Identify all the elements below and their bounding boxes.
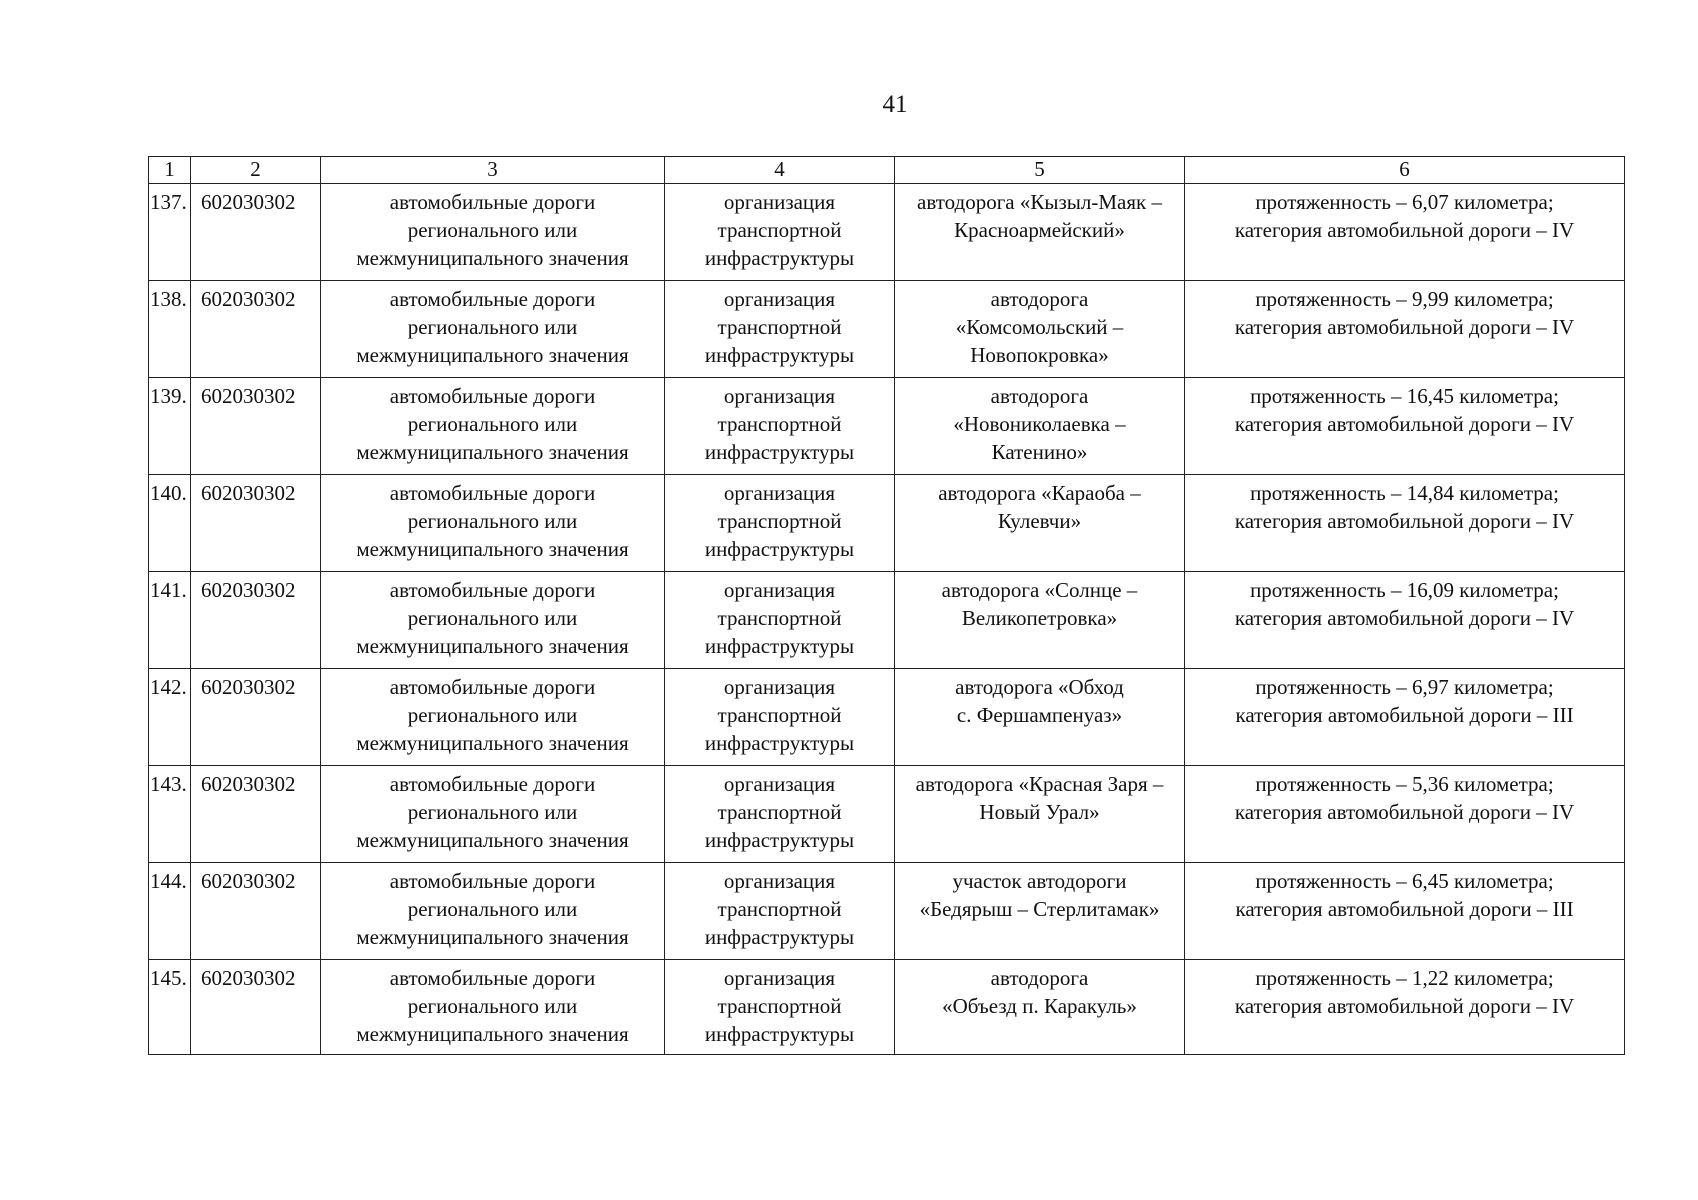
name-cell [895,475,1185,572]
purpose-cell [665,475,895,572]
table-row [149,184,1625,281]
code-cell [191,572,321,669]
table-row [149,766,1625,863]
object-characteristics: протяженность – 14,84 километра; категория автомобильной дороги – IV [1234,481,1575,533]
characteristics-cell [1185,572,1625,669]
code-cell [191,378,321,475]
table-row [149,669,1625,766]
purpose-cell [665,960,895,1055]
purpose-cell [665,281,895,378]
object-code: 602030302 [201,578,296,602]
row-number: 141. [150,578,187,602]
code-cell [191,184,321,281]
row-number-cell [149,960,191,1055]
characteristics-cell [1185,378,1625,475]
characteristics-cell [1185,669,1625,766]
name-cell [895,960,1185,1055]
column-header-6: 6 [1185,157,1625,184]
object-purpose: организация транспортной инфраструктуры [704,675,855,755]
row-number: 140. [150,481,187,505]
purpose-cell [665,378,895,475]
object-purpose: организация транспортной инфраструктуры [704,287,855,367]
code-cell [191,766,321,863]
characteristics-cell [1185,475,1625,572]
page-number: 41 [882,91,908,118]
object-type: автомобильные дороги регионального или межмуниципального значения [356,481,629,561]
object-purpose: организация транспортной инфраструктуры [704,966,855,1046]
object-purpose: организация транспортной инфраструктуры [704,869,855,949]
code-cell [191,475,321,572]
table-row [149,475,1625,572]
object-name: автодорога «Комсомольский – Новопокровка» [955,287,1124,367]
object-characteristics: протяженность – 16,45 километра; категория автомобильной дороги – IV [1234,384,1575,436]
name-cell [895,766,1185,863]
object-purpose: организация транспортной инфраструктуры [704,578,855,658]
type-cell [321,766,665,863]
code-cell [191,960,321,1055]
object-code: 602030302 [201,772,296,796]
column-header-5: 5 [895,157,1185,184]
row-number: 145. [150,966,187,990]
object-characteristics: протяженность – 6,45 километра; категория автомобильной дороги – III [1235,869,1574,921]
object-name: автодорога «Обход с. Фершампенуаз» [955,675,1124,727]
name-cell [895,669,1185,766]
characteristics-cell [1185,184,1625,281]
object-code: 602030302 [201,481,296,505]
row-number: 137. [150,190,187,214]
purpose-cell [665,766,895,863]
name-cell [895,184,1185,281]
code-cell [191,669,321,766]
column-header-2: 2 [191,157,321,184]
object-type: автомобильные дороги регионального или межмуниципального значения [356,966,629,1046]
column-header-1: 1 [149,157,191,184]
object-purpose: организация транспортной инфраструктуры [704,481,855,561]
object-name: автодорога «Новониколаевка – Катенино» [953,384,1126,464]
type-cell [321,281,665,378]
type-cell [321,863,665,960]
code-cell [191,281,321,378]
name-cell [895,281,1185,378]
objects-table [148,156,1625,1055]
object-type: автомобильные дороги регионального или межмуниципального значения [356,772,629,852]
object-name: автодорога «Объезд п. Каракуль» [942,966,1137,1018]
row-number: 138. [150,287,187,311]
table-row [149,281,1625,378]
object-type: автомобильные дороги регионального или межмуниципального значения [356,675,629,755]
purpose-cell [665,572,895,669]
row-number-cell [149,766,191,863]
type-cell [321,378,665,475]
code-cell [191,863,321,960]
row-number-cell [149,184,191,281]
object-name: автодорога «Солнце – Великопетровка» [941,578,1138,630]
object-code: 602030302 [201,675,296,699]
object-name: участок автодороги «Бедярыш – Стерлитамак» [919,869,1160,921]
row-number: 143. [150,772,187,796]
row-number: 144. [150,869,187,893]
table-row [149,863,1625,960]
object-type: автомобильные дороги регионального или межмуниципального значения [356,578,629,658]
characteristics-cell [1185,960,1625,1055]
object-code: 602030302 [201,966,296,990]
row-number-cell [149,475,191,572]
row-number: 139. [150,384,187,408]
type-cell [321,669,665,766]
row-number-cell [149,281,191,378]
table-row [149,378,1625,475]
table-header-row [149,157,1625,184]
name-cell [895,863,1185,960]
type-cell [321,960,665,1055]
object-characteristics: протяженность – 1,22 километра; категория автомобильной дороги – IV [1234,966,1575,1018]
table-row [149,572,1625,669]
object-purpose: организация транспортной инфраструктуры [704,384,855,464]
type-cell [321,572,665,669]
object-type: автомобильные дороги регионального или межмуниципального значения [356,869,629,949]
name-cell [895,572,1185,669]
characteristics-cell [1185,766,1625,863]
object-name: автодорога «Красная Заря – Новый Урал» [915,772,1164,824]
object-type: автомобильные дороги регионального или межмуниципального значения [356,384,629,464]
type-cell [321,475,665,572]
object-code: 602030302 [201,384,296,408]
object-purpose: организация транспортной инфраструктуры [704,190,855,270]
purpose-cell [665,669,895,766]
row-number-cell [149,863,191,960]
object-characteristics: протяженность – 6,97 километра; категория автомобильной дороги – III [1235,675,1574,727]
object-characteristics: протяженность – 9,99 километра; категория автомобильной дороги – IV [1234,287,1575,339]
name-cell [895,378,1185,475]
object-type: автомобильные дороги регионального или межмуниципального значения [356,190,629,270]
type-cell [321,184,665,281]
characteristics-cell [1185,281,1625,378]
row-number-cell [149,378,191,475]
row-number-cell [149,669,191,766]
object-code: 602030302 [201,869,296,893]
purpose-cell [665,863,895,960]
object-name: автодорога «Караоба – Кулевчи» [938,481,1141,533]
object-type: автомобильные дороги регионального или межмуниципального значения [356,287,629,367]
row-number-cell [149,572,191,669]
object-name: автодорога «Кызыл-Маяк – Красноармейский» [917,190,1162,242]
object-purpose: организация транспортной инфраструктуры [704,772,855,852]
object-characteristics: протяженность – 6,07 километра; категория автомобильной дороги – IV [1234,190,1575,242]
row-number: 142. [150,675,187,699]
column-header-4: 4 [665,157,895,184]
column-header-3: 3 [321,157,665,184]
purpose-cell [665,184,895,281]
table-row [149,960,1625,1055]
object-code: 602030302 [201,287,296,311]
characteristics-cell [1185,863,1625,960]
object-characteristics: протяженность – 16,09 километра; категория автомобильной дороги – IV [1234,578,1575,630]
object-code: 602030302 [201,190,296,214]
object-characteristics: протяженность – 5,36 километра; категория автомобильной дороги – IV [1234,772,1575,824]
